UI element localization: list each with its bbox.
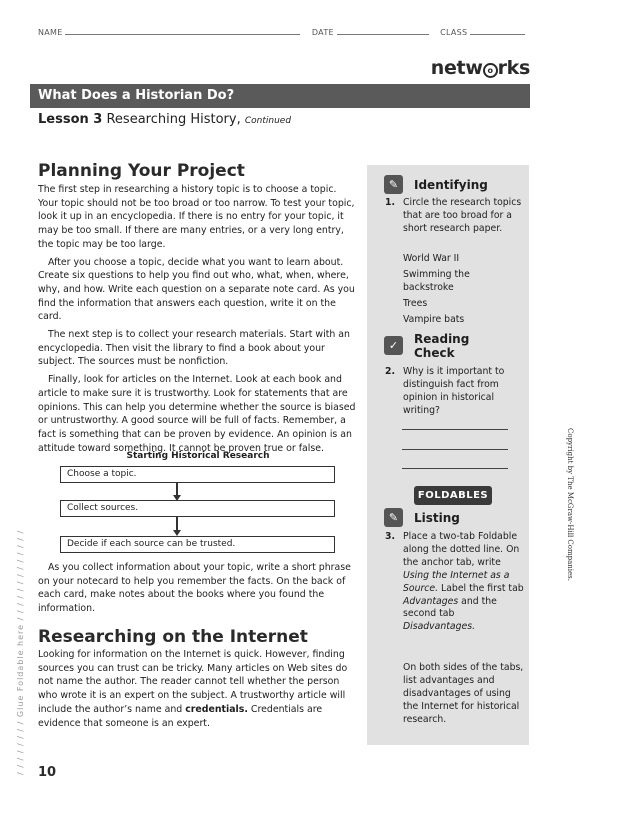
class-field[interactable] xyxy=(470,27,525,35)
flow-step-1: Choose a topic. xyxy=(60,466,335,483)
pencil-icon: ✎ xyxy=(384,175,403,194)
page-number: 10 xyxy=(38,765,57,780)
networks-logo: netw o rks xyxy=(430,57,530,79)
planning-section xyxy=(38,161,356,455)
copyright-notice: Copyright by The McGraw-Hill Companies. xyxy=(566,428,574,581)
name-label: NAME xyxy=(38,28,63,37)
answer-line[interactable] xyxy=(402,468,508,469)
planning-paragraph-4: Finally, look for articles on the Internet. Look at each book and article to make sure it is trustworthy. Look for statements that are opinions. This can help you determine whether the source is biased or untrustworthy. A good source will be full of facts. Remember, a fact is something that can be proven by evidence. An opinion is an attitude toward something. It cannot be proven true or false. xyxy=(38,374,356,454)
planning-paragraph-2: After you choose a topic, decide what you want to learn about. Create six questions to help you find out who, what, when, where, why, and how. Write each question on a separate note card. As you find the information that answers each question, write it on the card. xyxy=(38,256,355,323)
logo-o-icon: o xyxy=(483,63,498,78)
listing-instruction: On both sides of the tabs, list advantages and disadvantages of using the Internet for historical research. xyxy=(403,662,524,725)
flow-arrow-icon xyxy=(176,483,178,496)
after-flow-section xyxy=(38,561,356,616)
option-swimming[interactable]: Swimming the backstroke xyxy=(403,268,470,293)
flow-step-2: Collect sources. xyxy=(60,500,335,517)
question-1: 1. Circle the research topics that are too broad for a short research paper. xyxy=(385,197,522,234)
pencil-icon: ✎ xyxy=(384,508,403,527)
answer-line[interactable] xyxy=(402,429,508,430)
lesson-name: Researching History, xyxy=(106,112,241,127)
answer-line[interactable] xyxy=(402,449,508,450)
option-world-war[interactable]: World War II xyxy=(403,253,460,264)
topic-options xyxy=(385,253,525,327)
lesson-continued: Continued xyxy=(244,116,292,126)
checkmark-icon: ✓ xyxy=(384,336,403,355)
flowchart-title: Starting Historical Research xyxy=(126,451,270,461)
lesson-subtitle xyxy=(38,112,291,127)
flow-arrow-icon xyxy=(176,517,178,531)
after-flow-paragraph: As you collect information about your topic, write a short phrase on your notecard to help you remember the facts. On the back of each card, make notes about the books where you found the information. xyxy=(38,562,351,615)
class-label: CLASS xyxy=(440,28,468,37)
date-label: DATE xyxy=(311,28,334,37)
date-field[interactable] xyxy=(337,27,429,35)
planning-paragraph-1: The first step in researching a history topic is to choose a topic. Your topic should not be too broad or too narrow. To test your topic, look it up in an encyclopedia. If there is no entry for your topic, it may be too small. If there are many entries, or a very long entry, the topic may be too large. xyxy=(38,184,355,250)
internet-paragraph: Looking for information on the Internet is quick. However, finding sources you can trust can be tricky. Many articles on Web sites do not name the author. The reader cannot tell whether the person who wrote it is an expert on the subject. A trustworthy article will include the author’s name and credentials. Credentials are evidence that someone is an expert. xyxy=(38,649,348,729)
foldables-badge: FOLDABLES xyxy=(414,486,492,505)
lesson-number: Lesson 3 xyxy=(38,112,103,127)
glue-foldable-guide: / / / / / / / / Glue Foldable here / / / / / / / / / / / / / xyxy=(16,529,25,775)
planning-paragraph-3: The next step is to collect your research materials. Start with an encyclopedia. Then visit the library to find a book about your subject. The sources must be nonfiction. xyxy=(38,329,350,368)
sidebar-panel: ✎ Identifying 1. Circle the research topics that are too broad for a short research paper. World War II Swimming the backstroke Trees Vampire bats ✓ Reading Check 2. Why is it important to distinguish fact from opinion in historical writing? ✎ Listing 3. Place a two-tab Foldable along the dotted line. On the anchor tab, write Using the Internet as a Source. Label the first tab Advantages and the second tab Disadvantages. On both sides of the tabs, list advantages and disadvantages of using the Internet for historical research. xyxy=(367,165,529,745)
form-header xyxy=(38,27,525,37)
question-2: 2. Why is it important to distinguish fact from opinion in historical writing? xyxy=(385,366,505,416)
flow-step-3: Decide if each source can be trusted. xyxy=(60,536,335,553)
internet-section xyxy=(38,627,356,730)
option-vampire-bats[interactable]: Vampire bats xyxy=(403,313,465,325)
planning-heading: Planning Your Project xyxy=(38,161,245,181)
question-3: 3. Place a two-tab Foldable along the dotted line. On the anchor tab, write Using the Internet as a Source. Label the first tab Advantages and the second tab Disadvantages. xyxy=(385,531,524,633)
name-field[interactable] xyxy=(65,27,300,35)
internet-heading: Researching on the Internet xyxy=(38,627,308,647)
credentials-term: credentials. xyxy=(185,703,248,715)
option-trees[interactable]: Trees xyxy=(403,297,428,309)
page-title: What Does a Historian Do? xyxy=(30,84,530,108)
